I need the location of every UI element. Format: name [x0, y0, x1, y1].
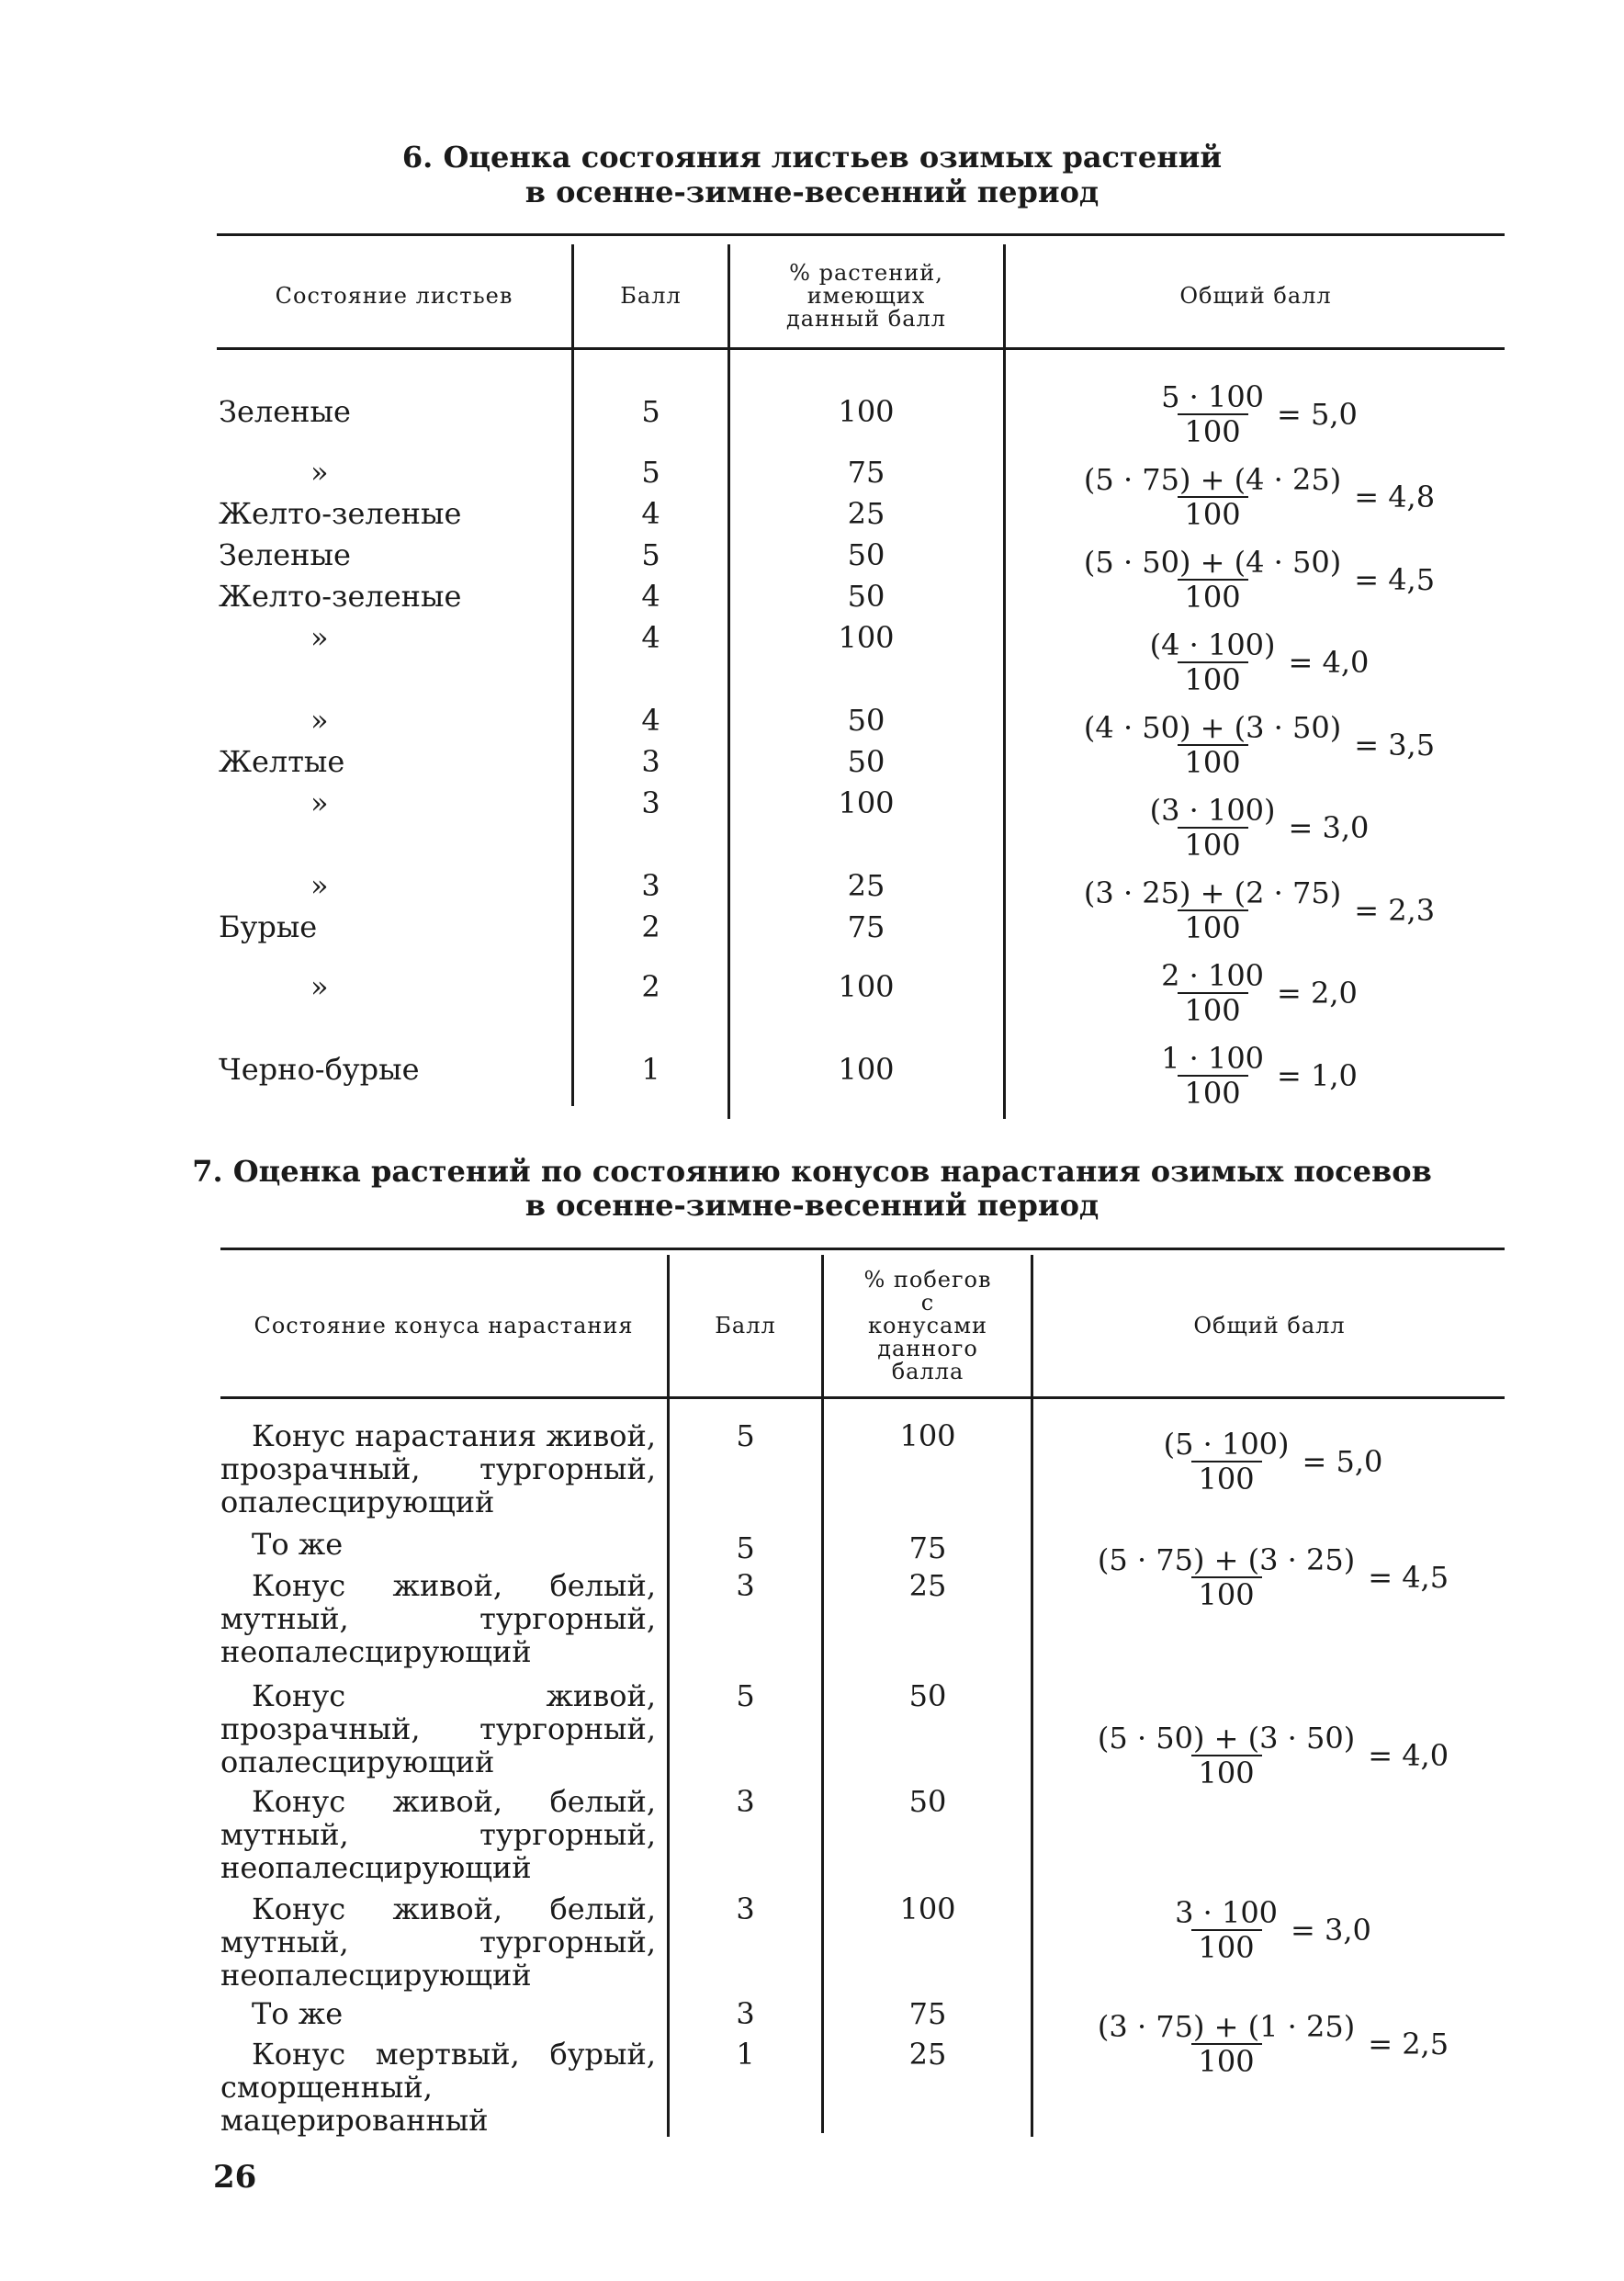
table-row-state: Желто-зеленые	[219, 579, 462, 614]
fraction	[1077, 876, 1348, 944]
table-row-state: Конус мертвый, бурый, сморщенный, мацерированный	[220, 2037, 656, 2138]
table7-header-state: Состояние конуса нарастания	[254, 1312, 634, 1338]
table-row-score: 5	[736, 1678, 755, 1713]
table-row-state: Желто-зеленые	[219, 496, 462, 531]
table-row-score: 3	[736, 1784, 755, 1819]
formula-result: = 3,0	[1288, 810, 1370, 845]
table-row-state: »	[310, 455, 329, 490]
table-row-state: »	[310, 620, 329, 655]
table-row-score: 3	[641, 785, 660, 820]
formula-result: = 5,0	[1302, 1444, 1383, 1479]
fraction-denominator: 100	[1178, 661, 1248, 696]
table-row-state: Зеленые	[219, 537, 351, 572]
table-row-score: 5	[641, 394, 660, 429]
table7-col-divider	[1031, 1255, 1033, 2137]
fraction-numerator: (4 · 50) + (3 · 50)	[1083, 710, 1342, 745]
fraction-numerator: 5 · 100	[1161, 379, 1265, 414]
table-row-percent: 50	[908, 1678, 947, 1713]
table-row-state: То же	[252, 1527, 344, 1562]
table-row-percent: 75	[908, 1996, 947, 2031]
table-row-state: Конус живой, прозрачный, тургорный, опалесцирующий	[220, 1678, 656, 1779]
table6-header-rule	[217, 347, 1505, 350]
table-row-state: То же	[252, 1996, 344, 2031]
table-row-percent: 25	[908, 2037, 947, 2072]
formula	[1007, 876, 1505, 944]
formula	[1034, 1896, 1505, 1964]
table-row-percent: 50	[847, 579, 885, 614]
fraction	[1154, 1042, 1271, 1110]
formula-result: = 2,3	[1354, 893, 1436, 928]
table-row-score: 1	[736, 2037, 755, 2072]
fraction-numerator: 3 · 100	[1175, 1895, 1279, 1930]
fraction-numerator: (3 · 100)	[1149, 793, 1276, 828]
fraction	[1143, 628, 1283, 696]
fraction	[1156, 1428, 1297, 1496]
fraction	[1154, 959, 1271, 1027]
formula-result: = 2,5	[1368, 2027, 1449, 2061]
formula-result: = 3,0	[1291, 1913, 1371, 1948]
table-row-percent: 25	[847, 868, 885, 903]
table-row-score: 5	[736, 1530, 755, 1565]
table-row-state: »	[310, 868, 329, 903]
fraction-numerator: (5 · 75) + (4 · 25)	[1083, 462, 1342, 497]
table-row-score: 4	[641, 579, 660, 614]
fraction-numerator: (5 · 75) + (3 · 25)	[1097, 1542, 1356, 1577]
fraction-denominator: 100	[1191, 1929, 1262, 1964]
table6-header-total: Общий балл	[1179, 282, 1332, 309]
table-row-percent: 50	[908, 1784, 947, 1819]
formula	[1007, 546, 1505, 614]
formula	[1007, 794, 1505, 862]
table-row-percent: 100	[899, 1891, 956, 1926]
formula-result: = 4,8	[1354, 480, 1436, 514]
fraction	[1077, 711, 1348, 779]
fraction-numerator: (5 · 100)	[1163, 1427, 1290, 1462]
table-row-percent: 100	[838, 1052, 895, 1087]
table7-title-line1: 7. Оценка растений по состоянию конусов нарастания озимых посевов	[192, 1154, 1432, 1189]
fraction-numerator: (5 · 50) + (3 · 50)	[1097, 1721, 1356, 1756]
fraction	[1090, 1722, 1362, 1790]
table-row-score: 5	[736, 1418, 755, 1453]
table7-top-rule	[220, 1248, 1505, 1250]
table-row-percent: 50	[847, 537, 885, 572]
table-row-state: Конус живой, белый, мутный, тургорный, неопалесцирующий	[220, 1568, 656, 1669]
fraction-denominator: 100	[1178, 496, 1248, 531]
table6-col-divider	[727, 244, 730, 1119]
table-row-percent: 25	[908, 1568, 947, 1603]
table-row-state: Зеленые	[219, 394, 351, 429]
table-row-state: »	[310, 703, 329, 738]
table-row-score: 3	[641, 744, 660, 779]
fraction-denominator: 100	[1191, 2043, 1262, 2078]
table-row-percent: 100	[838, 785, 895, 820]
table7-header-rule	[220, 1396, 1505, 1399]
fraction-denominator: 100	[1178, 909, 1248, 944]
fraction-denominator: 100	[1178, 579, 1248, 614]
fraction	[1077, 546, 1348, 614]
table6-top-rule	[217, 233, 1505, 236]
fraction-denominator: 100	[1178, 413, 1248, 448]
table-row-score: 3	[736, 1891, 755, 1926]
fraction-denominator: 100	[1191, 1755, 1262, 1790]
formula	[1034, 1428, 1505, 1496]
table-row-percent: 75	[847, 455, 885, 490]
fraction-denominator: 100	[1178, 1075, 1248, 1110]
table-row-percent: 50	[847, 703, 885, 738]
page-number: 26	[213, 2159, 257, 2196]
table6-col-divider	[1003, 244, 1006, 1119]
table-row-percent: 100	[838, 620, 895, 655]
table-row-state: Конус живой, белый, мутный, тургорный, неопалесцирующий	[220, 1784, 656, 1885]
table-row-percent: 100	[838, 969, 895, 1004]
formula	[1034, 1543, 1505, 1611]
fraction	[1143, 794, 1283, 862]
fraction	[1167, 1896, 1285, 1964]
table7-header-total: Общий балл	[1193, 1312, 1346, 1338]
table-row-percent: 100	[899, 1418, 956, 1453]
fraction-numerator: 1 · 100	[1161, 1041, 1265, 1076]
fraction-numerator: (5 · 50) + (4 · 50)	[1083, 545, 1342, 580]
formula	[1007, 463, 1505, 531]
formula-result: = 4,5	[1354, 562, 1436, 597]
formula	[1007, 380, 1505, 448]
fraction-denominator: 100	[1178, 992, 1248, 1027]
table-row-percent: 75	[908, 1530, 947, 1565]
table6-header-score: Балл	[620, 282, 682, 309]
table-row-percent: 75	[847, 909, 885, 944]
fraction-denominator: 100	[1178, 827, 1248, 862]
formula-result: = 3,5	[1354, 728, 1436, 762]
formula-result: = 4,5	[1368, 1560, 1449, 1595]
table-row-score: 3	[736, 1568, 755, 1603]
table-row-score: 4	[641, 703, 660, 738]
formula-result: = 2,0	[1277, 976, 1358, 1011]
table7-header-score: Балл	[715, 1312, 776, 1338]
table-row-score: 3	[736, 1996, 755, 2031]
formula-result: = 5,0	[1277, 397, 1358, 432]
formula	[1007, 1042, 1505, 1110]
fraction	[1090, 1543, 1362, 1611]
table-row-percent: 50	[847, 744, 885, 779]
fraction-numerator: (3 · 25) + (2 · 75)	[1083, 875, 1342, 910]
fraction-denominator: 100	[1191, 1461, 1262, 1496]
formula	[1007, 711, 1505, 779]
formula	[1007, 628, 1505, 696]
fraction	[1154, 380, 1271, 448]
fraction-numerator: (3 · 75) + (1 · 25)	[1097, 2009, 1356, 2044]
table-row-state: Желтые	[219, 744, 345, 779]
table-row-percent: 100	[838, 394, 895, 429]
fraction	[1077, 463, 1348, 531]
table7-title-line2: в осенне-зимне-весенний период	[524, 1188, 1100, 1223]
table-row-score: 2	[641, 969, 660, 1004]
table-row-score: 4	[641, 620, 660, 655]
table-row-percent: 25	[847, 496, 885, 531]
table-row-state: Конус живой, белый, мутный, тургорный, неопалесцирующий	[220, 1891, 656, 1993]
fraction-denominator: 100	[1191, 1576, 1262, 1611]
formula-result: = 4,0	[1288, 645, 1370, 680]
fraction	[1090, 2010, 1362, 2078]
formula	[1007, 959, 1505, 1027]
table-row-score: 3	[641, 868, 660, 903]
fraction-numerator: (4 · 100)	[1149, 627, 1276, 662]
table-row-state: »	[310, 785, 329, 820]
table-row-score: 5	[641, 537, 660, 572]
table7-header-percent: % побегов с конусами данного балла	[863, 1266, 992, 1384]
fraction-denominator: 100	[1178, 744, 1248, 779]
formula	[1034, 2010, 1505, 2078]
table7-col-divider	[821, 1255, 824, 2133]
table6-title-line2: в осенне-зимне-весенний период	[524, 175, 1100, 209]
table-row-score: 5	[641, 455, 660, 490]
table6-header-state: Состояние листьев	[275, 282, 513, 309]
table-row-score: 2	[641, 909, 660, 944]
formula-result: = 1,0	[1277, 1058, 1358, 1093]
table-row-state: Черно-бурые	[219, 1052, 420, 1087]
formula	[1034, 1722, 1505, 1790]
table-row-score: 4	[641, 496, 660, 531]
table-row-state: Конус нарастания живой, прозрачный, тургорный, опалесцирующий	[220, 1418, 656, 1519]
fraction-numerator: 2 · 100	[1161, 958, 1265, 993]
formula-result: = 4,0	[1368, 1738, 1449, 1773]
table-row-state: Бурые	[219, 909, 318, 944]
table6-header-percent: % растений, имеющих данный балл	[785, 259, 947, 332]
table-row-score: 1	[641, 1052, 660, 1087]
table-row-state: »	[310, 969, 329, 1004]
table6-title-line1: 6. Оценка состояния листьев озимых растений	[401, 140, 1223, 175]
